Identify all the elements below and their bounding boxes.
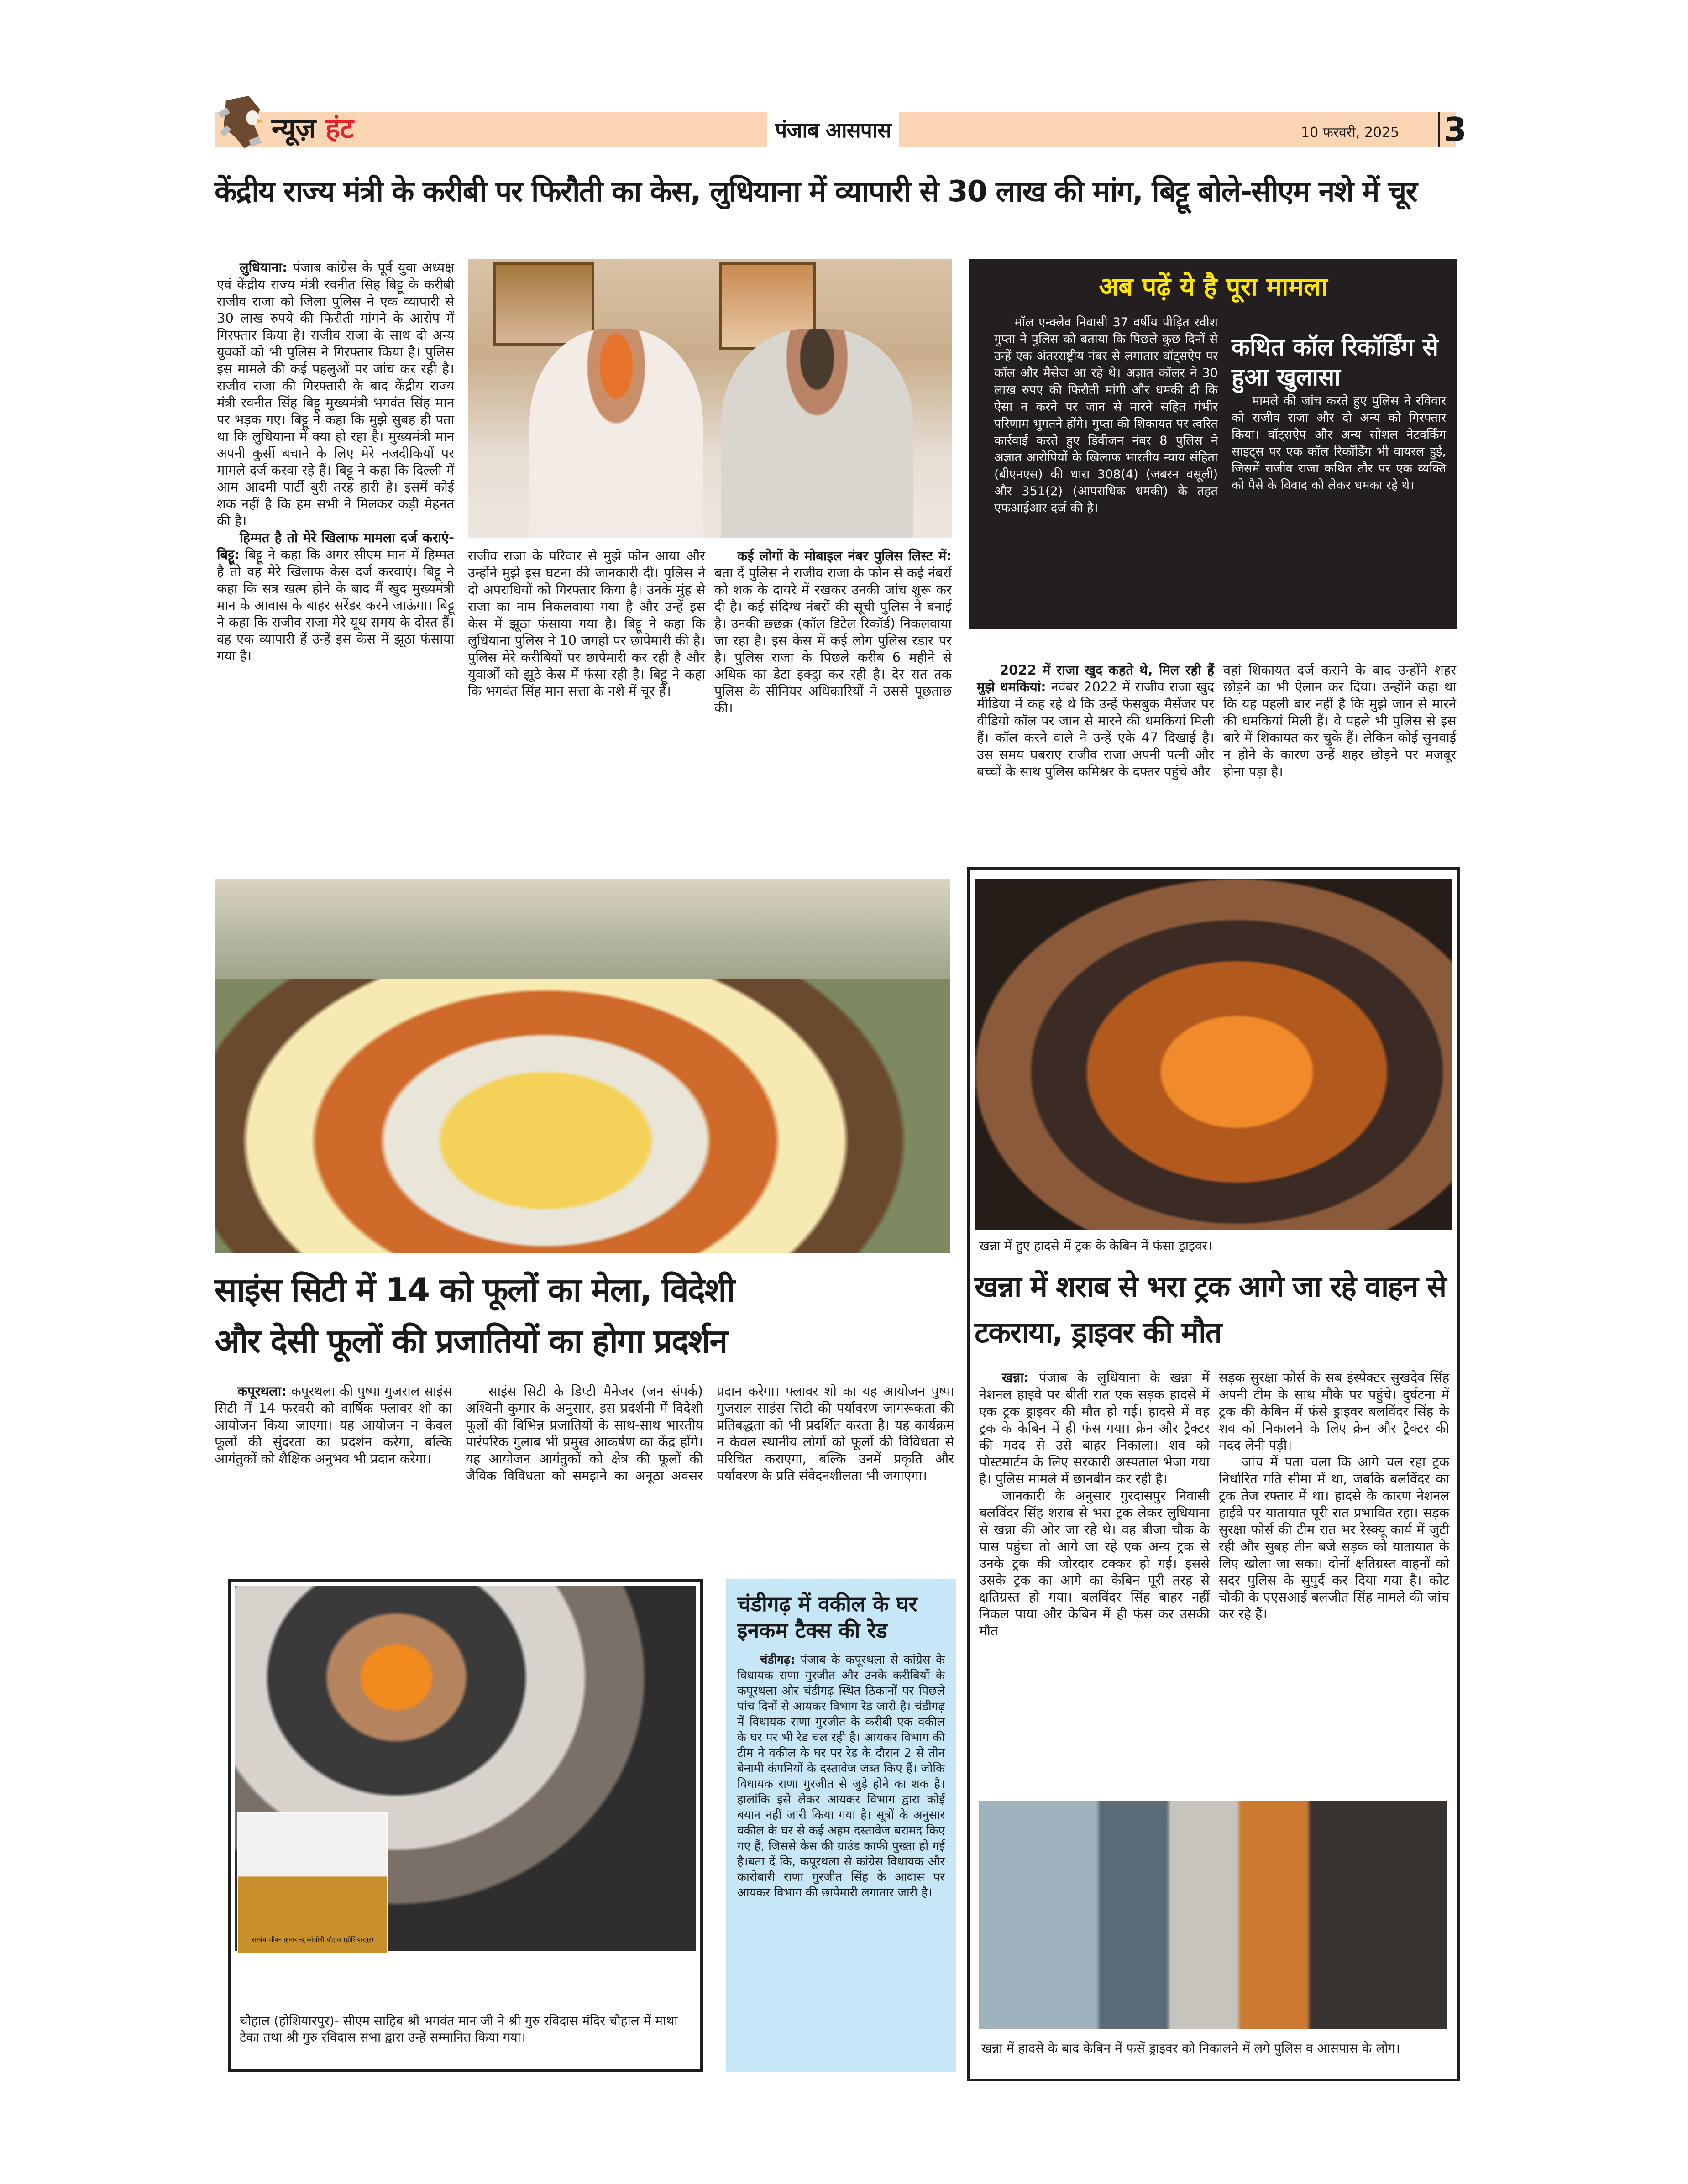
photo-person-beard <box>721 329 913 538</box>
full-story-box <box>969 259 1457 629</box>
lead-subhead-1: हिम्मत है तो मेरे खिलाफ मामला दर्ज कराएं- बिट्टू: <box>217 530 454 562</box>
chauhal-caption: चौहाल (होशियारपुर)- सीएम साहिब श्री भगवंत मान जी ने श्री गुरु रविदास मंदिर चौहाल में माथा टेका तथा श्री गुरु रविदास सभा द्वारा उन्हें सम्मानित किया गया। <box>240 2013 678 2045</box>
flower-dateline: कपूरथला: <box>237 1383 287 1399</box>
khanna-para-3: सड़क सुरक्षा फोर्स के सब इंस्पेक्टर सुखदेव सिंह अपनी टीम के साथ मौके पर पहुंचे। दुर्घटना में ट्रक की केबिन में फंसे ड्राइवर बलविंदर सिंह के शव को निकालने के लिए क्रेन और ट्रैक्टर की मदद लेनी पड़ी। <box>1219 1370 1449 1453</box>
eagle-logo-icon <box>217 96 267 151</box>
chandigarh-dateline: चंडीगढ़: <box>760 1653 795 1667</box>
sarpanch-inset-photo[interactable] <box>237 1812 388 1954</box>
chandigarh-headline[interactable]: चंडीगढ़ में वकील के घर इनकम टैक्स की रेड <box>737 1592 917 1643</box>
khanna-para-1: पंजाब के लुधियाना के खन्ना में नेशनल हाइवे पर बीती रात एक सड़क हादसे में एक ट्रक ड्राइवर की मौत हो गई। हादसे में वह ट्रक के केबिन में ही फंस गया। क्रेन और ट्रैक्टर की मदद से उसे बाहर निकाला। शव को पोस्टमार्टम के लिए सरकारी अस्पताल भेजा गया है। पुलिस मामले में छानबीन कर रही है। <box>979 1370 1210 1487</box>
section-title: पंजाब आसपास <box>767 110 899 150</box>
full-story-title: अब पढ़ें ये है पूरा मामला <box>1099 272 1328 302</box>
lead-para-2: बिट्टू ने कहा कि अगर सीएम मान में हिम्मत है तो वह मेरे खिलाफ केस दर्ज करवाएं। बिट्टू ने कहा कि सत्र खत्म होने के बाद मैं खुद मुख्यमंत्री मान के आवास के बाहर सरेंडर करने जाऊंगा। बिट्टू ने कहा कि राजीव राजा मेरे यूथ समय के दोस्त हैं। वह एक व्यापारी हैं उन्हें इस केस में झूठा फंसाया गया है। <box>217 547 455 664</box>
lead-subhead-2: कई लोगों के मोबाइल नंबर पुलिस लिस्ट में: <box>737 548 952 564</box>
newspaper-logo[interactable] <box>217 96 354 151</box>
full-story-para-1: मॉल एन्क्लेव निवासी 37 वर्षीय पीड़ित रवीश गुप्ता ने पुलिस को बताया कि पिछले कुछ दिनों से उन्हें एक अंतरराष्ट्रीय नंबर से लगातार वॉट्सऐप पर कॉल और मैसेज आ रहे थे। अज्ञात कॉलर ने 30 लाख रुपए की फिरौती मांगी और धमकी दी कि ऐसा न करने पर जान से मारने सहित गंभीर परिणाम भुगतने होंगे। गुप्ता की शिकायत पर त्वरित कार्रवाई करते हुए डिवीजन नंबर 8 पुलिस ने अज्ञात आरोपियों के खिलाफ भारतीय न्याय संहिता (बीएनएस) की धारा 308(4) (जबरन वसूली) और 351(2) (आपराधिक धमकी) के तहत एफआईआर दर्ज की है। <box>994 315 1218 515</box>
threats-para-2: वहां शिकायत दर्ज कराने के बाद उन्होंने शहर छोड़ने का भी ऐलान कर दिया। उन्होंने कहा था कि यह पहली बार नहीं है कि मुझे जान से मारने की धमकियां मिली हैं। वे पहले भी पुलिस से इस बारे में शिकायत कर चुके हैं। लेकिन कोई सुनवाई न होने के कारण उन्हें शहर छोड़ने पर मजबूर होना पड़ा है। <box>1223 662 1456 779</box>
lead-story-column-1 <box>217 259 454 665</box>
lead-para-1: पंजाब कांग्रेस के पूर्व युवा अध्यक्ष एवं केंद्रीय राज्य मंत्री रवनीत सिंह बिट्टू के करीबी राजीव राजा को जिला पुलिस ने एक व्यापारी से 30 लाख रुपये की फिरौती मांगने के आरोप में गिरफ्तार किया है। राजीव राजा के साथ दो अन्य युवकों को भी पुलिस ने गिरफ्तार किया है। पुलिस इस मामले की कई पहलुओं पर जांच कर रही है। राजीव राजा की गिरफ्तारी के बाद केंद्रीय राज्य मंत्री रवनीत सिंह बिट्टू मुख्यमंत्री भगवंत सिंह मान पर भड़क गए। बिट्टू ने कहा कि मुझे सुबह ही पता था कि लुधियाना में क्या हो रहा है। मुख्यमंत्री मान अपनी कुर्सी बचाने के लिए मेरे नजदीकियों पर मामले दर्ज करवा रहे हैं। बिट्टू ने कहा कि दिल्ली में आम आदमी पार्टी बुरी तरह हारी है। इसमें कोई शक नहीं है कि हम सभी ने मिलकर कड़ी मेहनत की है। <box>217 260 454 529</box>
chandigarh-para: पंजाब के कपूरथला से कांग्रेस के विधायक राणा गुरजीत और उनके करीबियों के कपूरथला और चंडीगढ़ स्थित ठिकानों पर पिछले पांच दिनों से आयकर विभाग रेड जारी है। चंडीगढ़ में विधायक राणा गुरजीत के करीबी एक वकील के घर पर भी रेड चल रही है। आयकर विभाग की टीम ने वकील के घर पर रेड के दौरान 2 से तीन बेनामी कंपनियों के दस्तावेज जब्त किए हैं। जोकि विधायक राणा गुरजीत से जुड़े होने का शक है। हालांकि इसे लेकर आयकर विभाग द्वारा कोई बयान नहीं जारी किया गया है। सूत्रों के अनुसार वकील के घर से कई अहम दस्तावेज बरामद किए गए हैं, जिससे केस की ग्राउंड काफी पुख्ता हो गई है।बता दें कि, कपूरथला से कांग्रेस विधायक और कारोबारी राणा गुरजीत सिंह के आवास पर आयकर विभाग की छापेमारी लगातार जारी है। <box>737 1653 945 1900</box>
khanna-dateline: खन्ना: <box>1002 1370 1029 1385</box>
flower-headline[interactable] <box>215 1264 954 1367</box>
khanna-headline[interactable]: खन्ना में शराब से भरा ट्रक आगे जा रहे वाहन से टकराया, ड्राइवर की मौत <box>975 1270 1446 1350</box>
khanna-para-2: जानकारी के अनुसार गुरदासपुर निवासी बलविंदर सिंह शराब से भरा ट्रक लेकर लुधियाना से खन्ना की ओर जा रहे थे। वह बीजा चौक के पास पहुंचा तो आगे जा रहे एक अन्य ट्रक से उनके ट्रक की जोरदार टक्कर हो गई। इससे उसके ट्रक का आगे का केबिन पूरी तरह से क्षतिग्रस्त हो गया। बलविंदर सिंह बाहर नहीं निकल पाया और केबिन में ही फंस कर उसकी मौत <box>979 1488 1210 1639</box>
threats-story-column-1 <box>977 662 1214 780</box>
truck-photo-2-caption: खन्ना में हादसे के बाद केबिन में फसें ड्राइवर को निकालने में लगे पुलिस व आसपास के लोग। <box>981 2041 1400 2056</box>
flower-headline-line-1: साइंस सिटी में 14 को फूलों का मेला, विदेशी <box>215 1271 734 1309</box>
flower-para-1: कपूरथला की पुष्पा गुजराल साइंस सिटी में 14 फरवरी को वार्षिक फ्लावर शो का आयोजन किया जाएगा। यह आयोजन न केवल फूलों की सुंदरता का प्रदर्शन करेगा, बल्कि आगंतुकों को शैक्षिक अनुभव भी प्रदान करेगा। <box>215 1383 452 1466</box>
lead-para-3: राजीव राजा के परिवार से मुझे फोन आया और उन्होंने मुझे इस घटना की जानकारी दी। पुलिस ने दो अपराधियों को गिरफ्तार किया है। उनके मुंह से राजा का नाम निकलवाया गया है और उन्हें इस केस में झूठा फंसाया गया है। बिट्टू ने कहा कि लुधियाना पुलिस ने 10 जगहों पर छापेमारी की है। पुलिस मेरे करीबियों पर छापेमारी कर रही है और युवाओं को झूठे केस में फंसा रही है। बिट्टू ने कहा कि भगवंत सिंह मान सत्ता के नशे में चूर हैं। <box>468 548 705 699</box>
lead-dateline: लुधियाना: <box>240 260 288 275</box>
chandigarh-body <box>737 1652 945 1901</box>
chandigarh-story-box <box>726 1579 956 2072</box>
truck-crash-photo-1[interactable] <box>975 879 1452 1230</box>
khanna-para-4: जांच में पता चला कि आगे चल रहा ट्रक निर्धारित गति सीमा में था, जबकि बलविंदर का ट्रक तेज रफ्तार में था। हादसे के कारण नेशनल हाईवे पर यातायात पूरी रात प्रभावित रहा। सड़क सुरक्षा फोर्स की टीम रात भर रेस्क्यू कार्य में जुटी रही और सुबह तीन बजे सड़क को यातायात के लिए खोला जा सका। दोनों क्षतिग्रस्त वाहनों को सदर पुलिस के सुपुर्द कर दिया गया है। कोट चौकी के एएसआई बलजीत सिंह मामले की जांच कर रहे हैं। <box>1219 1454 1449 1622</box>
portrait-frame-left <box>493 262 594 346</box>
lead-story-column-3 <box>714 548 952 717</box>
full-story-column-2 <box>1232 332 1446 494</box>
lead-para-4: बता दें पुलिस ने राजीव राजा के फोन से कई नंबरों को शक के दायरे में रखकर उनकी जांच शुरू कर दी है। कई संदिग्ध नंबरों की सूची पुलिस ने बनाई है। उनकी छ्छक्र (कॉल डिटेल रिकॉर्ड) निकलवाया जा रहा है। इस केस में कई लोग पुलिस रडार पर है। पुलिस राजा के पिछले करीब 6 महीने से अधिक का डेटा इक्ट्ठा कर रही है। देर रात तक पुलिस के सीनियर अधिकारियों ने उससे पूछताछ की। <box>714 565 952 716</box>
flower-photo-background <box>215 879 950 979</box>
truck-crash-photo-2[interactable] <box>979 1801 1447 2029</box>
full-story-para-2: मामले की जांच करते हुए पुलिस ने रविवार को राजीव राजा और दो अन्य को गिरफ्तार किया। वॉट्सऐप और अन्य सोशल नेटवर्किंग साइट्स पर एक कॉल रिकॉर्डिंग भी वायरल हुई, जिसमें राजीव राजा कथित तौर पर एक व्यक्ति को पैसे के विवाद को लेकर धमका रहे थे। <box>1232 394 1446 492</box>
flower-headline-line-2: और देसी फूलों की प्रजातियों का होगा प्रदर्शन <box>215 1322 727 1360</box>
threats-story-column-2 <box>1223 662 1456 780</box>
flower-story-body <box>215 1383 954 1484</box>
full-story-subhead: कथित कॉल रिकॉर्डिंग से हुआ खुलासा <box>1232 334 1439 391</box>
page-number: 3 <box>1438 112 1467 147</box>
inset-photo-caption: सरपंच जीवन कुमार न्यू कॉलोनी चौहाल (होशियारपुर) <box>252 1936 374 1943</box>
lead-story-column-2 <box>468 548 705 700</box>
issue-date: 10 फरवरी, 2025 <box>1301 125 1400 141</box>
flower-para-2: साइंस सिटी के डिप्टी मैनेजर (जन संपर्क) अश्विनी कुमार के अनुसार, इस प्रदर्शनी में विदेशी फूलों की विभिन्न प्रजातियों के साथ-साथ भारतीय पारंपरिक गुलाब भी प्रमुख आकर्षण का केंद्र होंगे। यह आयोजन आगंतुकों को क्षेत्र की फूलों की जैविक विविधता को समझने का अनूठा अवसर प्रदान करेगा। फ्लावर शो का यह आयोजन पुष्पा गुजराल साइंस सिटी की पर्यावरण जागरूकता की प्रतिबद्धता को भी प्रदर्शित करता है। यह कार्यक्रम न केवल स्थानीय लोगों को फूलों की विविधता से परिचित कराएगा, बल्कि उनमें प्रकृति और पर्यावरण के प्रति संवेदनशीलता भी जगाएगा। <box>466 1383 954 1483</box>
photo-person-turban <box>529 329 703 538</box>
logo-text-news: न्यूज़ <box>272 113 316 145</box>
lead-headline[interactable]: केंद्रीय राज्य मंत्री के करीबी पर फिरौती का केस, लुधियाना में व्यापारी से 30 लाख की मांग, बिट्टू बोले-सीएम नशे में चूर <box>215 175 1417 209</box>
logo-wordmark <box>272 115 354 151</box>
threats-para-1: नवंबर 2022 में राजीव राजा खुद मीडिया में कह रहे थे कि उन्हें फेसबुक मैसेंजर पर वीडियो कॉल पर जान से मारने की धमकियां मिली हैं। कॉल करने वाले ने उन्हें एके 47 दिखाई है। उस समय घबराए राजीव राजा अपनी पत्नी और बच्चों के साथ पुलिस कमिश्नर के दफ्तर पहुंचे और <box>977 679 1214 779</box>
logo-text-hunt: हंट <box>325 113 354 145</box>
khanna-story-column-1 <box>979 1369 1210 1639</box>
truck-photo-1-caption: खन्ना में हुए हादसे में ट्रक के केबिन में फंसा ड्राइवर। <box>979 1238 1212 1253</box>
khanna-story-column-2 <box>1219 1369 1449 1623</box>
threats-subhead: 2022 में राजा खुद कहते थे, मिल रही हैं मुझे धमकियां: <box>977 662 1214 695</box>
